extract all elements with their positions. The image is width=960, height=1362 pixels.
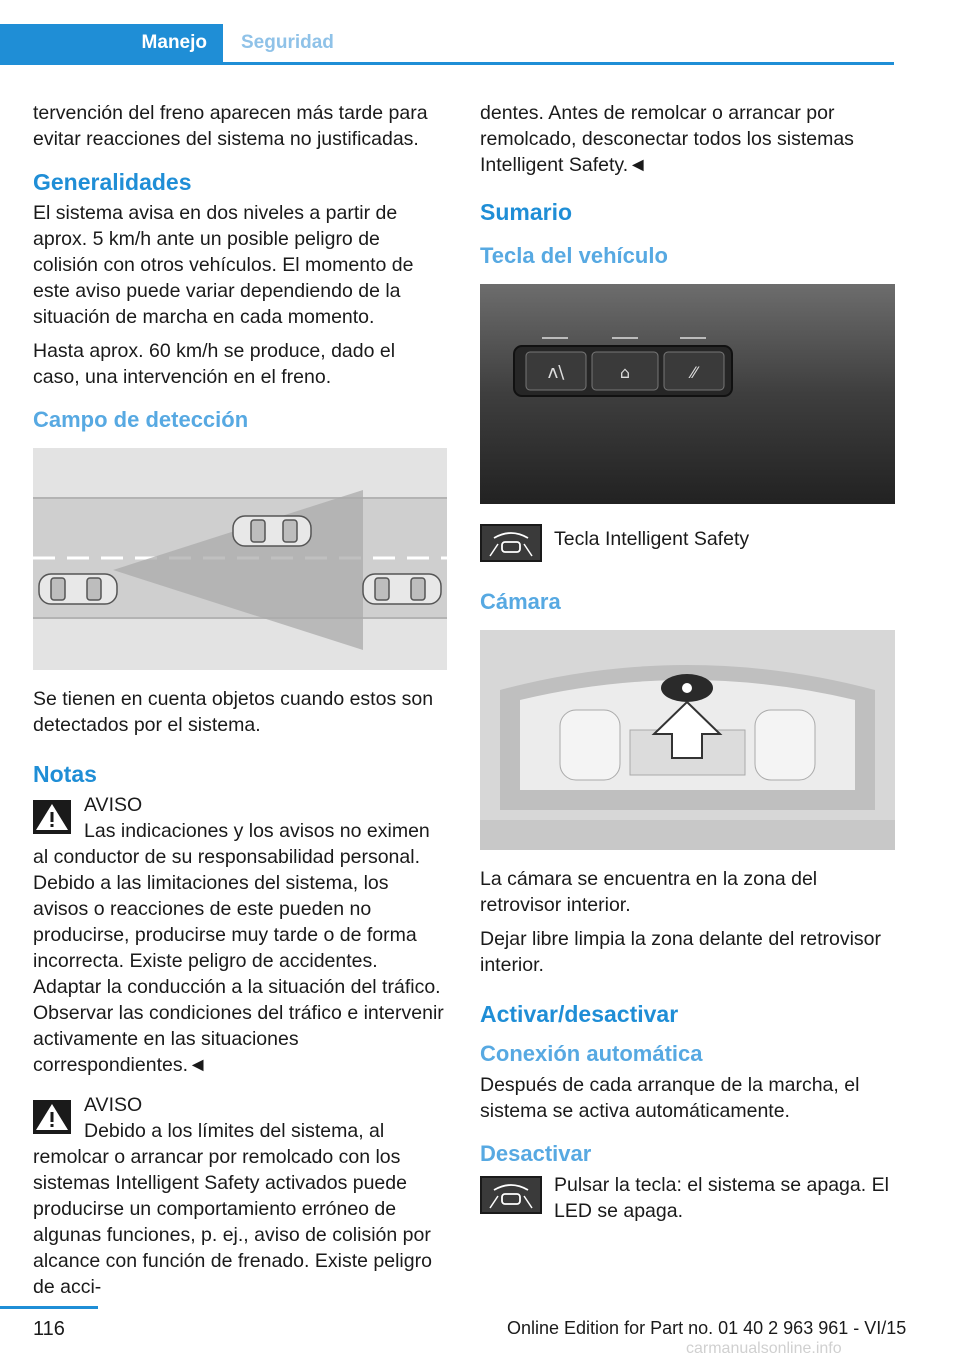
warning-text-1 xyxy=(33,818,447,1078)
svg-text:⁄⁄: ⁄⁄ xyxy=(691,363,697,382)
warning-label-2: AVISO xyxy=(84,1094,143,1116)
heading-generalidades: Generalidades xyxy=(33,169,192,195)
tecla-caption: Tecla Intelligent Safety xyxy=(554,528,750,550)
continuation-paragraph: dentes. Antes de remolcar o arrancar por remolcado, desconectar todos los sistemas Intelligent Safety.◄ xyxy=(480,102,854,176)
desactivar-text: Pulsar la tecla: el sistema se apaga. El LED se apaga. xyxy=(554,1174,889,1222)
car-own-icon xyxy=(363,574,441,604)
warning-text-1-content: Las indicaciones y los avisos no eximen al conductor de su responsabilidad personal. Debido a las limitaciones del sistema, los avisos o reacciones de este pueden no producirse, producirse muy tarde o de forma incorrecta. Existe peligro de accidentes. Adaptar la conducción a la situación del tráfico. Observar las condiciones del tráfico e intervenir activamente en las situaciones correspondientes.◄ xyxy=(33,820,444,1076)
heading-tecla-vehiculo: Tecla del vehículo xyxy=(480,243,668,268)
heading-camara: Cámara xyxy=(480,589,561,614)
heading-campo-deteccion: Campo de detección xyxy=(33,407,249,432)
heading-conexion-automatica: Conexión automática xyxy=(480,1041,703,1066)
warning-text-2 xyxy=(33,1118,447,1300)
heading-activar-desactivar: Activar/desactivar xyxy=(480,1001,679,1027)
desactivar-row xyxy=(480,1172,895,1224)
warning-icon xyxy=(33,1100,71,1134)
intelligent-safety-button-icon xyxy=(480,1176,542,1214)
tab-seguridad[interactable]: Seguridad xyxy=(241,32,334,53)
tab-manejo[interactable]: Manejo xyxy=(0,24,223,62)
detection-field-illustration xyxy=(33,448,447,670)
generalidades-paragraph-2: Hasta aprox. 60 km/h se produce, dado el caso, una intervención en el freno. xyxy=(33,340,396,388)
svg-text:ʌ\: ʌ\ xyxy=(547,362,565,383)
tecla-caption-row xyxy=(480,520,895,566)
heading-sumario: Sumario xyxy=(480,199,573,225)
campo-paragraph: Se tienen en cuenta objetos cuando estos son detectados por el sistema. xyxy=(33,688,434,736)
warning-block-1 xyxy=(33,792,447,1078)
left-column xyxy=(33,100,447,1308)
edition-note: Online Edition for Part no. 01 40 2 963 961 - VI/15 xyxy=(507,1318,907,1338)
warning-label-1: AVISO xyxy=(84,794,143,816)
chapter-tabs xyxy=(0,24,894,65)
intro-paragraph: tervención del freno aparecen más tarde para evitar reacciones del sistema no justificadas. xyxy=(33,102,428,150)
vehicle-button-panel-photo xyxy=(480,284,895,504)
car-front-icon xyxy=(233,516,311,546)
warning-text-2-content: Debido a los límites del sistema, al remolcar o arrancar por remolcado con los sistemas Intelligent Safety activados puede producirse un comportamiento erróneo de algunas funciones, p. ej., aviso de colisión por alcance con función de frenado. Existe peligro de acci- xyxy=(33,1120,432,1298)
generalidades-paragraph-1: El sistema avisa en dos niveles a partir de aprox. 5 km/h ante un posible peligro de colisión con otros vehículos. El momento de este aviso puede variar dependiendo de la situación de marcha en cada momento. xyxy=(33,202,414,328)
conexion-paragraph: Después de cada arranque de la marcha, el sistema se activa automáticamente. xyxy=(480,1074,860,1122)
heading-notas: Notas xyxy=(33,761,97,787)
warning-icon xyxy=(33,800,71,834)
right-column xyxy=(480,100,895,1236)
watermark: carmanualsonline.info xyxy=(686,1340,842,1357)
svg-text:⌂: ⌂ xyxy=(619,363,631,382)
page-number: 116 xyxy=(33,1318,65,1340)
intelligent-safety-button-icon xyxy=(480,524,542,562)
camara-paragraph-1: La cámara se encuentra en la zona del retrovisor interior. xyxy=(480,868,818,916)
camara-paragraph-2: Dejar libre limpia la zona delante del retrovisor interior. xyxy=(480,928,882,976)
car-left-icon xyxy=(39,574,117,604)
warning-block-2 xyxy=(33,1092,447,1300)
camera-location-photo xyxy=(480,630,895,850)
heading-desactivar: Desactivar xyxy=(480,1141,592,1166)
footer-rule xyxy=(0,1306,98,1309)
